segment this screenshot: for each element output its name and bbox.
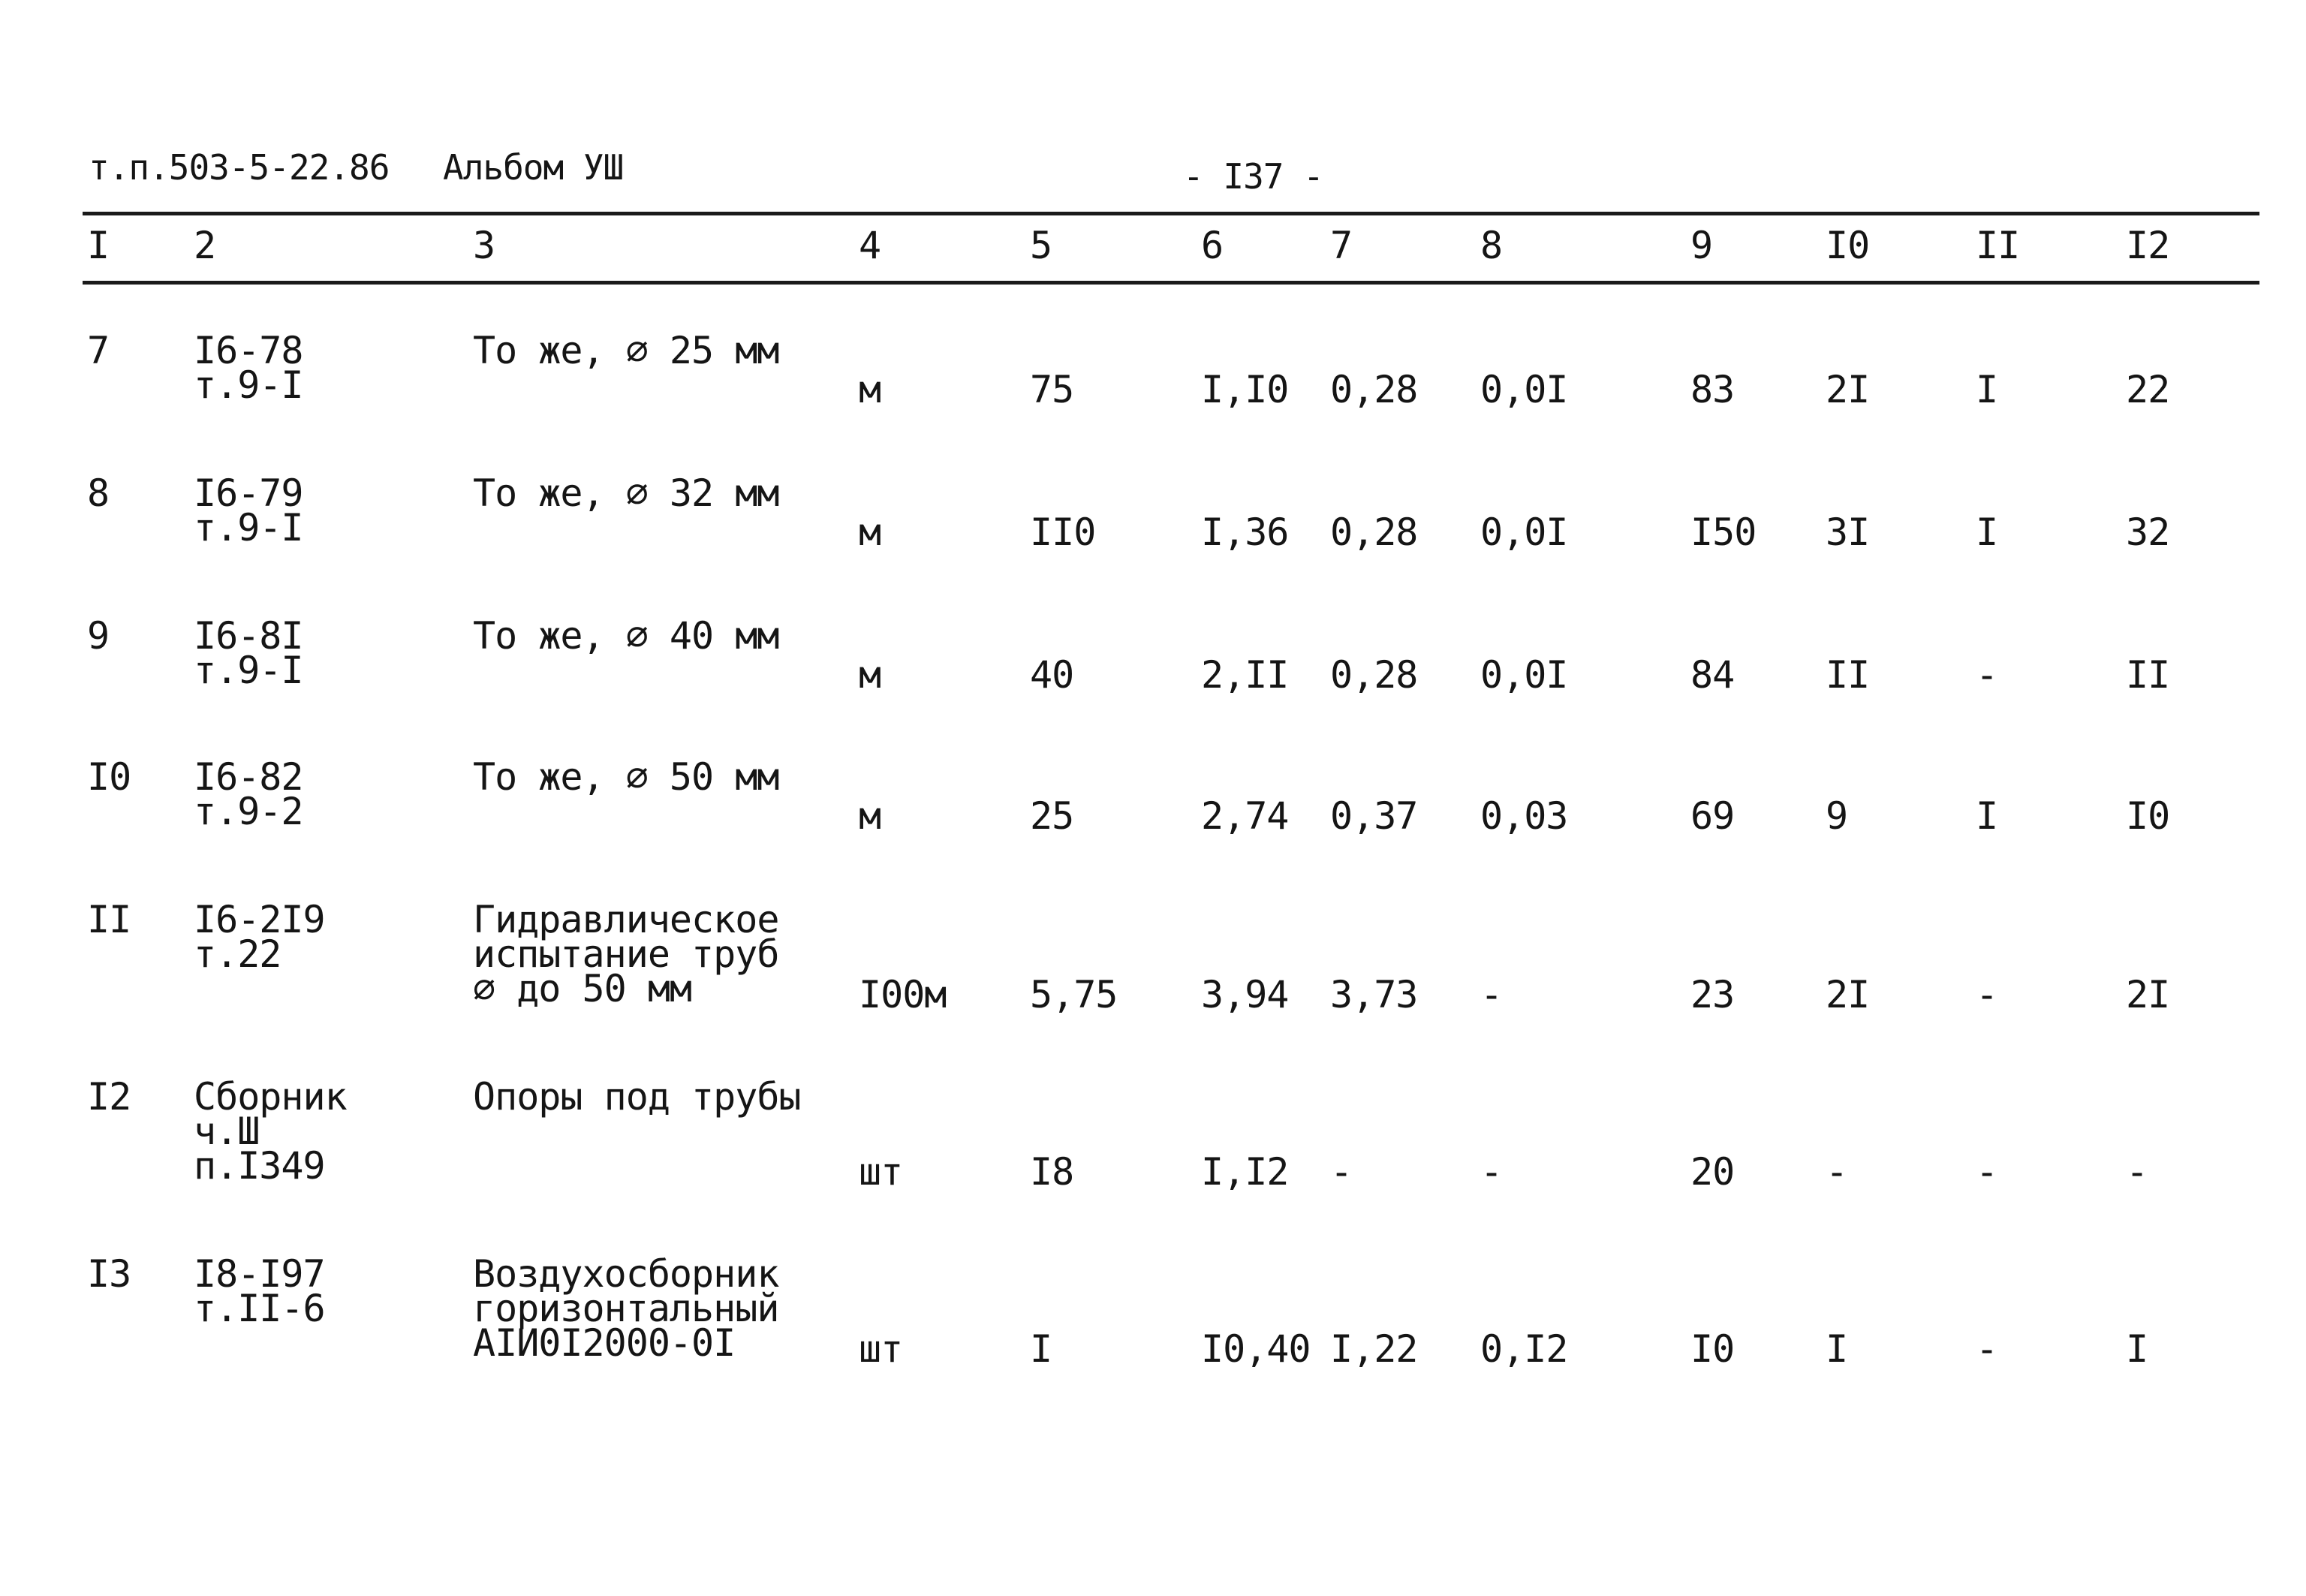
value-col-9: 83: [1690, 368, 1735, 411]
value-col-10: 9: [1826, 794, 1848, 838]
column-header: 7: [1330, 224, 1353, 267]
work-description: То же, ∅ 40 мм: [473, 614, 779, 658]
norm-code: I8-I97 т.II-6: [194, 1252, 325, 1330]
column-header: I: [87, 224, 110, 267]
quantity: 40: [1030, 653, 1074, 697]
value-col-11: -: [1976, 973, 1998, 1016]
value-col-8: 0,I2: [1480, 1327, 1568, 1371]
row-number: 7: [87, 329, 110, 372]
value-col-6: I,I0: [1201, 368, 1289, 411]
norm-code: I6-78 т.9-I: [194, 329, 303, 407]
value-col-7: 0,28: [1330, 653, 1418, 697]
norm-code: I6-82 т.9-2: [194, 755, 303, 833]
work-description: Опоры под трубы: [473, 1075, 801, 1119]
value-col-10: I: [1826, 1327, 1848, 1371]
column-header: 9: [1690, 224, 1713, 267]
work-description: То же, ∅ 50 мм: [473, 755, 779, 799]
value-col-6: 2,74: [1201, 794, 1289, 838]
work-description: То же, ∅ 32 мм: [473, 471, 779, 515]
column-header: II: [1976, 224, 2020, 267]
unit-of-measure: шт: [859, 1327, 903, 1371]
value-col-11: -: [1976, 1327, 1998, 1371]
row-number: I2: [87, 1075, 131, 1119]
value-col-6: I,I2: [1201, 1150, 1289, 1194]
work-description: Воздухосборник горизонтальный AIИ0I2000-0I: [473, 1252, 779, 1365]
norm-code: I6-79 т.9-I: [194, 471, 303, 550]
value-col-10: 2I: [1826, 368, 1870, 411]
column-header: 8: [1480, 224, 1503, 267]
value-col-8: -: [1480, 1150, 1503, 1194]
work-description: Гидравлическое испытание труб ∅ до 50 мм: [473, 898, 779, 1010]
row-number: 8: [87, 471, 110, 515]
quantity: 25: [1030, 794, 1074, 838]
column-header: 2: [194, 224, 216, 267]
column-header: 6: [1201, 224, 1224, 267]
quantity: I8: [1030, 1150, 1074, 1194]
unit-of-measure: шт: [859, 1150, 903, 1194]
value-col-10: 3I: [1826, 510, 1870, 554]
value-col-8: 0,03: [1480, 794, 1568, 838]
norm-code: I6-2I9 т.22: [194, 898, 325, 976]
document-reference: т.п.503-5-22.86: [89, 147, 390, 188]
norm-code: I6-8I т.9-I: [194, 614, 303, 692]
header-bottom-rule: [83, 281, 2259, 285]
value-col-11: -: [1976, 653, 1998, 697]
value-col-11: -: [1976, 1150, 1998, 1194]
value-col-12: I: [2126, 1327, 2148, 1371]
value-col-7: -: [1330, 1150, 1353, 1194]
value-col-12: -: [2126, 1150, 2148, 1194]
unit-of-measure: I00м: [859, 973, 947, 1016]
table-top-rule: [83, 212, 2259, 215]
value-col-12: II: [2126, 653, 2170, 697]
value-col-7: 0,37: [1330, 794, 1418, 838]
quantity: II0: [1030, 510, 1096, 554]
column-header: 4: [859, 224, 881, 267]
value-col-9: 69: [1690, 794, 1735, 838]
row-number: II: [87, 898, 131, 941]
column-header: I2: [2126, 224, 2170, 267]
value-col-9: 20: [1690, 1150, 1735, 1194]
page-number: - I37 -: [1183, 156, 1323, 197]
value-col-12: 22: [2126, 368, 2170, 411]
value-col-8: -: [1480, 973, 1503, 1016]
value-col-11: I: [1976, 368, 1998, 411]
unit-of-measure: м: [859, 510, 881, 554]
column-header: I0: [1826, 224, 1870, 267]
value-col-12: I0: [2126, 794, 2170, 838]
value-col-8: 0,0I: [1480, 510, 1568, 554]
value-col-9: I50: [1690, 510, 1757, 554]
row-number: I3: [87, 1252, 131, 1296]
row-number: 9: [87, 614, 110, 658]
quantity: 75: [1030, 368, 1074, 411]
value-col-9: 84: [1690, 653, 1735, 697]
album-label: Альбом УШ: [443, 147, 624, 188]
unit-of-measure: м: [859, 368, 881, 411]
value-col-11: I: [1976, 794, 1998, 838]
unit-of-measure: м: [859, 794, 881, 838]
value-col-10: -: [1826, 1150, 1848, 1194]
value-col-12: 2I: [2126, 973, 2170, 1016]
value-col-7: 0,28: [1330, 510, 1418, 554]
row-number: I0: [87, 755, 131, 799]
value-col-7: I,22: [1330, 1327, 1418, 1371]
value-col-7: 3,73: [1330, 973, 1418, 1016]
value-col-6: 3,94: [1201, 973, 1289, 1016]
column-header: 5: [1030, 224, 1052, 267]
unit-of-measure: м: [859, 653, 881, 697]
quantity: I: [1030, 1327, 1052, 1371]
value-col-6: I0,40: [1201, 1327, 1311, 1371]
value-col-9: I0: [1690, 1327, 1735, 1371]
value-col-10: 2I: [1826, 973, 1870, 1016]
value-col-12: 32: [2126, 510, 2170, 554]
norm-code: Сборник ч.Ш п.I349: [194, 1075, 347, 1188]
value-col-8: 0,0I: [1480, 368, 1568, 411]
quantity: 5,75: [1030, 973, 1118, 1016]
value-col-9: 23: [1690, 973, 1735, 1016]
value-col-6: I,36: [1201, 510, 1289, 554]
work-description: То же, ∅ 25 мм: [473, 329, 779, 372]
value-col-11: I: [1976, 510, 1998, 554]
value-col-8: 0,0I: [1480, 653, 1568, 697]
value-col-10: II: [1826, 653, 1870, 697]
column-header: 3: [473, 224, 495, 267]
value-col-7: 0,28: [1330, 368, 1418, 411]
value-col-6: 2,II: [1201, 653, 1289, 697]
